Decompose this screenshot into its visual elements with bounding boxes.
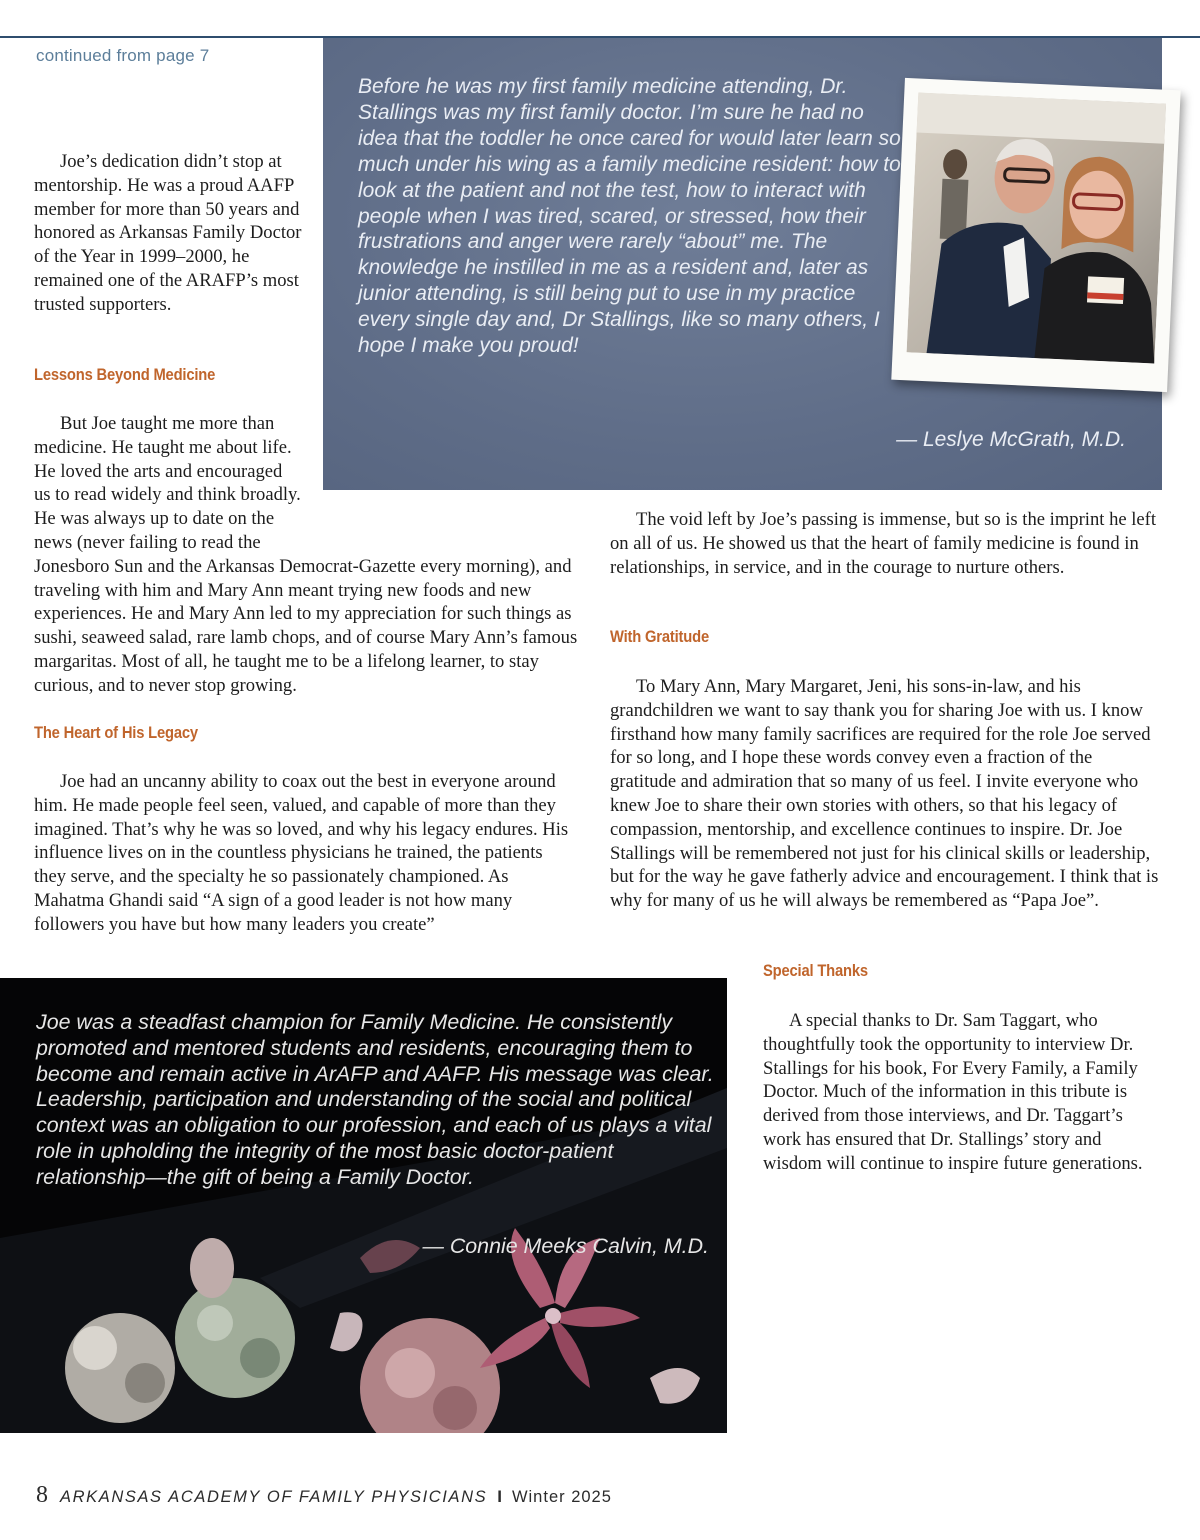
- pull-quote-attribution: — Leslye McGrath, M.D.: [896, 428, 1126, 451]
- heading-special-thanks: Special Thanks: [763, 962, 868, 980]
- void-paragraph: [610, 508, 1162, 579]
- publication-name: ARKANSAS ACADEMY OF FAMILY PHYSICIANS: [60, 1488, 488, 1506]
- heading-lessons-beyond-medicine: Lessons Beyond Medicine: [34, 366, 216, 384]
- legacy-paragraph: [34, 770, 579, 937]
- heading-with-gratitude: With Gratitude: [610, 628, 709, 646]
- issue-date: Winter 2025: [511, 1488, 612, 1506]
- left-intro-paragraph: [34, 150, 306, 317]
- photo-two-doctors: [907, 93, 1167, 364]
- page-footer: [36, 1482, 612, 1509]
- special-thanks-paragraph: [763, 1009, 1153, 1176]
- gratitude-text: To Mary Ann, Mary Margaret, Jeni, his sons-in-law, and his grandchildren we want to say thank you for sharing Joe with us. I know firsthand how many family sacrifices are required for the role Joe served for so long, and I hope these words convey even a fraction of the gratitude and admiration that so many of us feel. I invite everyone who knew Joe to share their own stories with others, so that his legacy of compassion, mentorship, and excellence continues to inspire. Dr. Joe Stallings will be remembered not just for his clinical skills or leadership, but for the way he gave fatherly advice and encouragement. I think that is why for many of us he will always be remembered as “Papa Joe”.: [610, 676, 1159, 912]
- lessons-text: But Joe taught me more than medicine. He taught me about life. He loved the arts and encouraged us to read widely and think broadly. He was always up to date on the news (never failing to read the Jonesboro Sun and the Arkansas Democrat-Gazette every morning), and traveling with him and Mary Ann meant trying new foods and new experiences. He and Mary Ann led to my appreciation for such things as sushi, seaweed salad, rare lamb chops, and of course Mary Ann’s famous margaritas. Most of all, he taught me to be a lifelong learner, to stay curious, and to never stop growing.: [34, 413, 578, 696]
- dark-quote-attribution: — Connie Meeks Calvin, M.D.: [422, 1234, 709, 1258]
- gratitude-paragraph: [610, 675, 1162, 913]
- mentorship-paragraph: Joe’s dedication didn’t stop at mentorship. He was a proud AAFP member for more than 50 years and honored as Arkansas Family Doctor of the Year in 1999–2000, he remained one of the ARAFP’s most trusted supporters.: [34, 151, 302, 315]
- dark-quote-text: Joe was a steadfast champion for Family Medicine. He consistently promoted and mentored students and residents, encouraging them to become and remain active in ArAFP and AAFP. His message was clear. Leadership, participation and understanding of the social and political context was an obligation to our profession, and each of us plays a vital role in upholding the integrity of the most basic doctor-patient relationship—the gift of being a Family Doctor.: [36, 1010, 714, 1189]
- pull-quote-text: Before he was my first family medicine attending, Dr. Stallings was my first family doctor. I’m sure he had no idea that the toddler he once cared for would later learn so much under his wing as a family medicine resident: how to look at the patient and not the test, how to interact with people when I was tired, scared, or stressed, how their frustrations and anger were rarely “about” me. The knowledge he instilled in me as a resident and, later as junior attending, is still being put to use in my practice every single day and, Dr Stallings, like so many others, I hope I make you proud!: [358, 75, 901, 358]
- heading-heart-of-legacy: The Heart of His Legacy: [34, 724, 198, 742]
- lessons-paragraph: [34, 412, 579, 698]
- page-number: 8: [36, 1482, 48, 1508]
- special-thanks-text: A special thanks to Dr. Sam Taggart, who thoughtfully took the opportunity to interview Dr. Stallings for his book, For Every Family, a Family Doctor. Much of the information in this tribute is derived from those interviews, and Dr. Taggart’s work has ensured that Dr. Stallings’ story and wisdom will continue to inspire future generations.: [763, 1010, 1143, 1174]
- quote-box-wrap-spacer: [301, 412, 579, 532]
- footer-separator: I: [497, 1487, 502, 1506]
- photo-frame: [891, 78, 1180, 392]
- void-text: The void left by Joe’s passing is immense, but so is the imprint he left on all of us. He showed us that the heart of family medicine is found in relationships, in service, and in the courage to nurture others.: [610, 509, 1157, 578]
- legacy-text: Joe had an uncanny ability to coax out the best in everyone around him. He made people feel seen, valued, and capable of more than they imagined. That’s why he was so loved, and why his legacy endures. His influence lives on in the countless physicians he trained, the patients they serve, and the specialty he so passionately championed. As Mahatma Ghandi said “A sign of a good leader is not how many followers you have but how many leaders you create”: [34, 771, 569, 935]
- continued-note: continued from page 7: [36, 46, 210, 65]
